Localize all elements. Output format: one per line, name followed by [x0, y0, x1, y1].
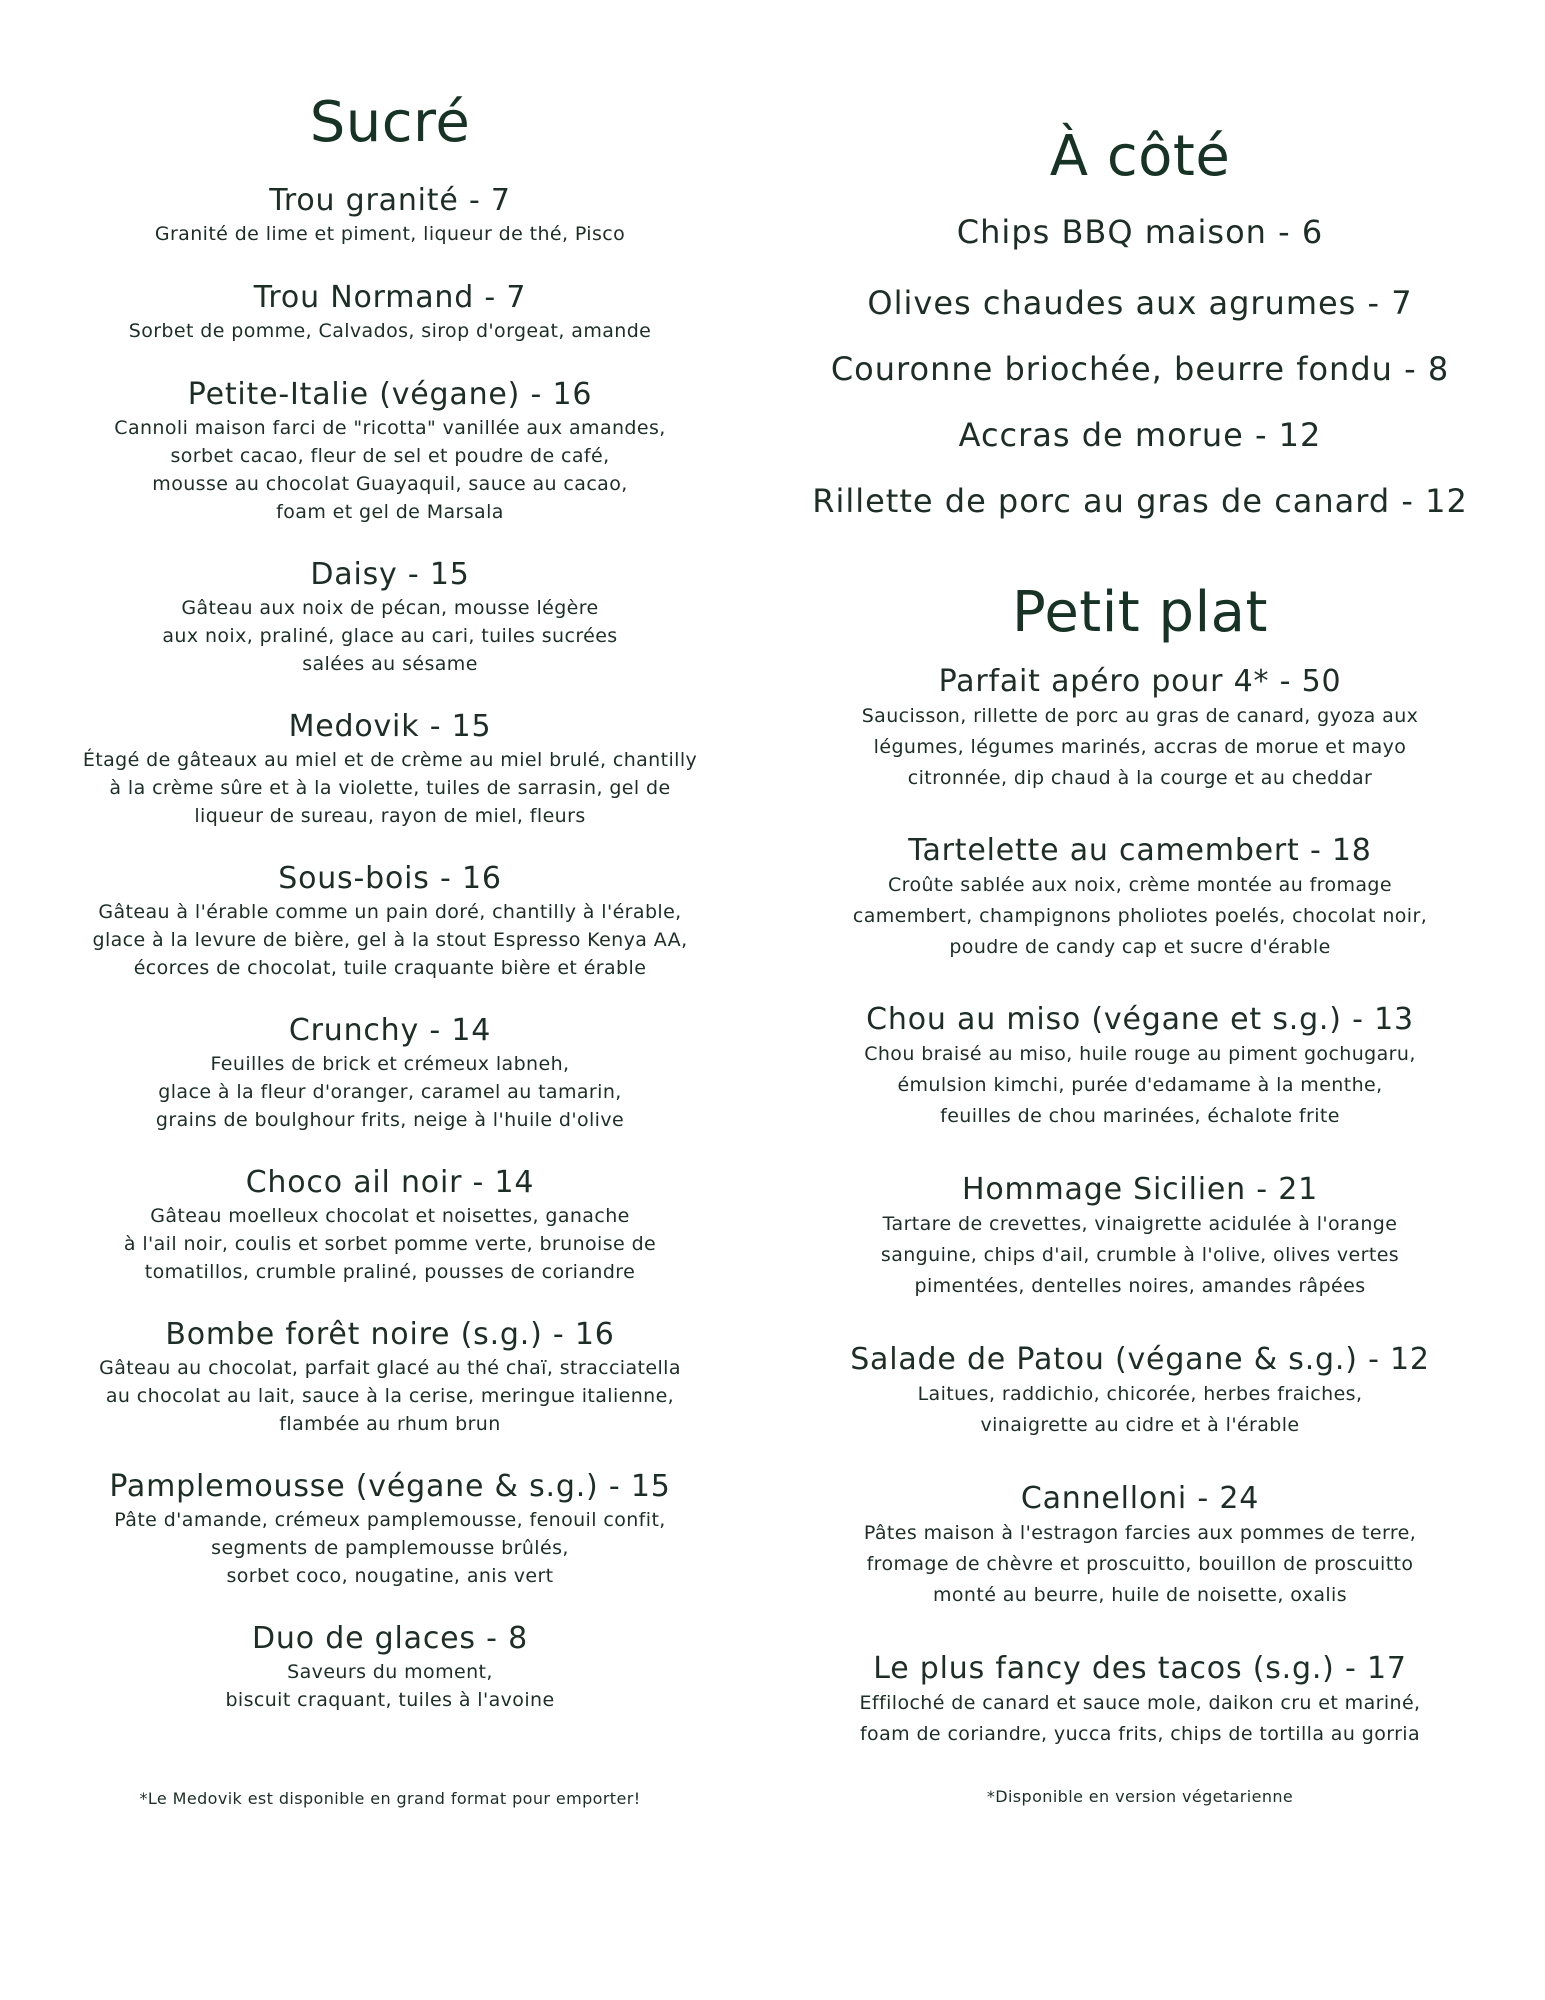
item-title: Le plus fancy des tacos (s.g.) - 17 [873, 1651, 1407, 1686]
sucre-item [55, 556, 725, 678]
item-title: Choco ail noir - 14 [245, 1165, 535, 1200]
item-description: Chou braisé au miso, huile rouge au piment gochugaru, émulsion kimchi, purée d'edamame à la menthe, feuilles de chou marinées, échalote frite [864, 1043, 1416, 1127]
item-title: Daisy - 15 [310, 557, 470, 592]
a-cote-title: À côté [1049, 124, 1231, 189]
a-cote-item: Couronne briochée, beurre fondu - 8 [830, 350, 1450, 388]
item-title: Parfait apéro pour 4* - 50 [938, 664, 1342, 699]
item-description: Feuilles de brick et crémeux labneh, glace à la fleur d'oranger, caramel au tamarin, grains de boulghour frits, neige à l'huile d'olive [155, 1053, 625, 1131]
item-description: Granité de lime et piment, liqueur de thé, Pisco [154, 223, 626, 245]
item-title: Tartelette au camembert - 18 [908, 833, 1372, 868]
sucre-item [55, 1620, 725, 1714]
sucre-item [55, 376, 725, 526]
a-cote-item: Chips BBQ maison - 6 [956, 213, 1324, 251]
item-title: Crunchy - 14 [288, 1013, 492, 1048]
sucre-item [55, 1012, 725, 1134]
item-description: Saveurs du moment, biscuit craquant, tuiles à l'avoine [225, 1661, 555, 1711]
item-title: Bombe forêt noire (s.g.) - 16 [165, 1317, 615, 1352]
item-description: Pâtes maison à l'estragon farcies aux pommes de terre, fromage de chèvre et proscuitto, bouillon de proscuitto monté au beurre, huile de noisette, oxalis [863, 1522, 1417, 1606]
item-description: Gâteau au chocolat, parfait glacé au thé chaï, stracciatella au chocolat au lait, sauce à la cerise, meringue italienne, flambée au rhum brun [99, 1357, 681, 1435]
item-description: Tartare de crevettes, vinaigrette acidulée à l'orange sanguine, chips d'ail, crumble à l'olive, olives vertes pimentées, dentelles noires, amandes râpées [880, 1213, 1400, 1297]
item-title: Hommage Sicilien - 21 [962, 1172, 1318, 1207]
a-cote-item: Accras de morue - 12 [958, 416, 1322, 454]
item-title: Petite-Italie (végane) - 16 [187, 377, 593, 412]
petit-plat-footnote: *Disponible en version végetarienne [986, 1787, 1294, 1806]
sucre-item [55, 708, 725, 830]
item-title: Salade de Patou (végane & s.g.) - 12 [850, 1342, 1430, 1377]
item-title: Medovik - 15 [288, 709, 492, 744]
item-description: Gâteau à l'érable comme un pain doré, chantilly à l'érable, glace à la levure de bière, gel à la stout Espresso Kenya AA, écorces de chocolat, tuile craquante bière et érable [92, 901, 688, 979]
sucre-title: Sucré [309, 90, 471, 155]
a-cote-item: Olives chaudes aux agrumes - 7 [867, 284, 1413, 322]
petit-plat-item [790, 1480, 1490, 1611]
item-description: Cannoli maison farci de "ricotta" vanillée aux amandes, sorbet cacao, fleur de sel et poudre de café, mousse au chocolat Guayaquil, sauce au cacao, foam et gel de Marsala [114, 417, 666, 523]
petit-plat-title: Petit plat [1012, 580, 1268, 645]
sucre-footnote: *Le Medovik est disponible en grand format pour emporter! [139, 1789, 641, 1808]
item-description: Saucisson, rillette de porc au gras de canard, gyoza aux légumes, légumes marinés, accras de morue et mayo citronnée, dip chaud à la courge et au cheddar [861, 705, 1419, 789]
petit-plat-item [790, 832, 1490, 963]
item-description: Étagé de gâteaux au miel et de crème au miel brulé, chantilly à la crème sûre et à la violette, tuiles de sarrasin, gel de liqueur de sureau, rayon de miel, fleurs [82, 749, 698, 827]
item-description: Gâteau moelleux chocolat et noisettes, ganache à l'ail noir, coulis et sorbet pomme verte, brunoise de tomatillos, crumble praliné, pousses de coriandre [123, 1205, 657, 1283]
item-description: Gâteau aux noix de pécan, mousse légère aux noix, praliné, glace au cari, tuiles sucrées salées au sésame [162, 597, 618, 675]
sucre-item [55, 860, 725, 982]
item-title: Sous-bois - 16 [278, 861, 502, 896]
item-title: Duo de glaces - 8 [252, 1621, 528, 1656]
item-title: Trou Normand - 7 [253, 280, 527, 315]
petit-plat-item [790, 1171, 1490, 1302]
petit-plat-item [790, 663, 1490, 794]
item-description: Sorbet de pomme, Calvados, sirop d'orgeat, amande [128, 320, 652, 342]
item-title: Chou au miso (végane et s.g.) - 13 [866, 1002, 1414, 1037]
item-title: Trou granité - 7 [269, 183, 511, 218]
item-title: Pamplemousse (végane & s.g.) - 15 [109, 1469, 671, 1504]
sucre-item [55, 182, 725, 248]
item-description: Laitues, raddichio, chicorée, herbes fraiches, vinaigrette au cidre et à l'érable [917, 1383, 1363, 1436]
item-description: Pâte d'amande, crémeux pamplemousse, fenouil confit, segments de pamplemousse brûlés, sorbet coco, nougatine, anis vert [114, 1509, 666, 1587]
a-cote-item: Rillette de porc au gras de canard - 12 [812, 482, 1468, 520]
item-description: Croûte sablée aux noix, crème montée au fromage camembert, champignons pholiotes poelés, chocolat noir, poudre de candy cap et sucre d'érable [852, 874, 1428, 958]
petit-plat-item [790, 1001, 1490, 1132]
sucre-item [55, 1468, 725, 1590]
item-title: Cannelloni - 24 [1020, 1481, 1260, 1516]
sucre-item [55, 279, 725, 345]
item-description: Effiloché de canard et sauce mole, daikon cru et mariné, foam de coriandre, yucca frits, chips de tortilla au gorria [859, 1692, 1421, 1745]
petit-plat-item [790, 1341, 1490, 1441]
sucre-item [55, 1316, 725, 1438]
petit-plat-item [790, 1650, 1490, 1750]
sucre-item [55, 1164, 725, 1286]
